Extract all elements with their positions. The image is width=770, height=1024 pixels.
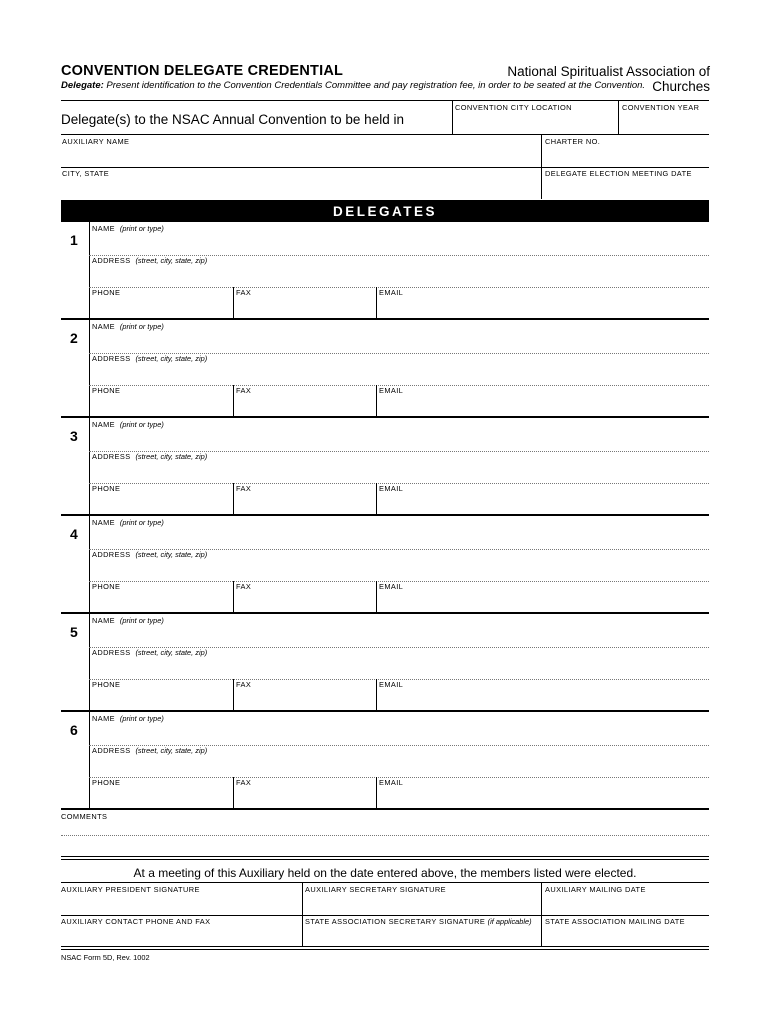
divider (89, 222, 90, 318)
address-hint: (street, city, state, zip) (135, 354, 208, 363)
address-label-text: ADDRESS (92, 452, 131, 461)
delegate-fax-field[interactable] (235, 298, 374, 316)
delegate-email-field[interactable] (378, 298, 709, 316)
convention-location-field[interactable] (400, 100, 452, 134)
state-secretary-signature-field[interactable] (304, 927, 539, 946)
delegate-fax-field[interactable] (235, 788, 374, 806)
delegate-separator (61, 416, 709, 418)
address-hint: (street, city, state, zip) (135, 452, 208, 461)
address-hint: (street, city, state, zip) (135, 648, 208, 657)
state-mailing-date-label: STATE ASSOCIATION MAILING DATE (545, 917, 685, 926)
auxiliary-name-field[interactable] (61, 147, 539, 166)
secretary-signature-field[interactable] (304, 895, 539, 914)
address-label-text: ADDRESS (92, 354, 131, 363)
fax-label: FAX (236, 778, 252, 787)
delegate-email-field[interactable] (378, 788, 709, 806)
divider (233, 483, 234, 514)
delegate-email-field[interactable] (378, 690, 709, 708)
address-label (92, 550, 207, 559)
email-label: EMAIL (379, 386, 404, 395)
delegate-phone-field[interactable] (91, 592, 231, 610)
fax-label: FAX (236, 582, 252, 591)
name-label-text: NAME (92, 224, 115, 233)
name-hint: (print or type) (119, 616, 164, 625)
delegates-to-convention-label: Delegate(s) to the NSAC Annual Convention to be held in (61, 112, 404, 127)
elected-statement: At a meeting of this Auxiliary held on the date entered above, the members listed were elected. (133, 866, 637, 880)
delegate-fax-field[interactable] (235, 690, 374, 708)
name-hint: (print or type) (119, 714, 164, 723)
name-label-text: NAME (92, 518, 115, 527)
address-hint: (street, city, state, zip) (135, 550, 208, 559)
state-secretary-signature-label (305, 917, 532, 926)
divider (233, 679, 234, 710)
delegate-phone-field[interactable] (91, 788, 231, 806)
delegate-number: 3 (70, 428, 78, 444)
divider (376, 483, 377, 514)
form-title: CONVENTION DELEGATE CREDENTIAL (61, 63, 344, 79)
delegate-separator (61, 612, 709, 614)
president-signature-label: AUXILIARY PRESIDENT SIGNATURE (61, 885, 200, 894)
name-hint: (print or type) (119, 518, 164, 527)
delegate-name-field[interactable] (91, 234, 709, 254)
divider (61, 946, 709, 947)
auxiliary-name-label: AUXILIARY NAME (62, 137, 130, 146)
phone-label: PHONE (92, 386, 121, 395)
delegate-separator (61, 710, 709, 712)
delegate-election-meeting-date-label: DELEGATE ELECTION MEETING DATE (545, 169, 692, 178)
email-label: EMAIL (379, 484, 404, 493)
address-label-text: ADDRESS (92, 256, 131, 265)
name-label (92, 224, 164, 233)
address-label (92, 354, 207, 363)
divider (376, 777, 377, 808)
phone-label: PHONE (92, 484, 121, 493)
divider (618, 101, 619, 134)
delegate-email-field[interactable] (378, 592, 709, 610)
form-number: NSAC Form 5D, Rev. 1002 (61, 953, 150, 962)
address-label-text: ADDRESS (92, 550, 131, 559)
auxiliary-mailing-date-label: AUXILIARY MAILING DATE (545, 885, 646, 894)
name-label (92, 420, 164, 429)
state-secretary-hint: (if applicable) (487, 917, 532, 926)
delegate-email-field[interactable] (378, 396, 709, 414)
delegate-separator (61, 808, 709, 810)
divider (233, 581, 234, 612)
divider (61, 915, 709, 916)
divider (89, 712, 90, 808)
delegate-separator (61, 514, 709, 516)
delegate-address-field[interactable] (91, 462, 709, 482)
address-hint: (street, city, state, zip) (135, 746, 208, 755)
fax-label: FAX (236, 386, 252, 395)
delegate-phone-field[interactable] (91, 298, 231, 316)
delegate-email-field[interactable] (378, 494, 709, 512)
secretary-signature-label: AUXILIARY SECRETARY SIGNATURE (305, 885, 446, 894)
name-label (92, 518, 164, 527)
divider (89, 320, 90, 416)
comments-field[interactable] (61, 822, 709, 856)
delegate-name-field[interactable] (91, 626, 709, 646)
address-label-text: ADDRESS (92, 648, 131, 657)
divider (233, 385, 234, 416)
comments-label: COMMENTS (61, 812, 108, 821)
convention-city-location-field[interactable] (455, 112, 615, 133)
divider (61, 882, 709, 883)
delegate-number: 6 (70, 722, 78, 738)
delegate-address-field[interactable] (91, 364, 709, 384)
address-label-text: ADDRESS (92, 746, 131, 755)
address-label (92, 648, 207, 657)
delegate-address-field[interactable] (91, 658, 709, 678)
contact-phone-fax-field[interactable] (61, 927, 300, 946)
phone-label: PHONE (92, 680, 121, 689)
comments-line (61, 835, 709, 836)
convention-city-location-label: CONVENTION CITY LOCATION (455, 103, 572, 112)
divider (233, 287, 234, 318)
delegate-separator (61, 318, 709, 320)
delegate-name-field[interactable] (91, 528, 709, 548)
divider (376, 679, 377, 710)
instruction-line (61, 80, 645, 91)
address-label (92, 256, 207, 265)
fax-label: FAX (236, 484, 252, 493)
delegate-fax-field[interactable] (235, 592, 374, 610)
phone-label: PHONE (92, 288, 121, 297)
phone-label: PHONE (92, 778, 121, 787)
divider (89, 614, 90, 710)
charter-no-field[interactable] (543, 147, 709, 166)
instruction-text: Present identification to the Convention Credentials Committee and pay registration fee, in order to be seated at the Convention. (106, 80, 646, 91)
delegates-heading: DELEGATES (61, 200, 709, 222)
name-hint: (print or type) (119, 322, 164, 331)
fax-label: FAX (236, 288, 252, 297)
delegate-number: 5 (70, 624, 78, 640)
divider (452, 101, 453, 134)
delegate-name-field[interactable] (91, 724, 709, 744)
instruction-label: Delegate: (61, 80, 104, 91)
name-label (92, 322, 164, 331)
divider (61, 167, 709, 168)
delegate-number: 4 (70, 526, 78, 542)
name-label-text: NAME (92, 420, 115, 429)
delegate-fax-field[interactable] (235, 494, 374, 512)
name-label (92, 714, 164, 723)
charter-no-label: CHARTER NO. (545, 137, 601, 146)
delegate-number: 1 (70, 232, 78, 248)
delegate-address-field[interactable] (91, 266, 709, 286)
delegate-phone-field[interactable] (91, 396, 231, 414)
state-mailing-date-field[interactable] (543, 927, 709, 946)
name-label (92, 616, 164, 625)
election-meeting-date-field[interactable] (543, 179, 709, 198)
delegate-phone-field[interactable] (91, 690, 231, 708)
divider (61, 134, 709, 135)
email-label: EMAIL (379, 680, 404, 689)
city-state-field[interactable] (61, 179, 539, 198)
name-label-text: NAME (92, 322, 115, 331)
fax-label: FAX (236, 680, 252, 689)
convention-year-field[interactable] (621, 112, 709, 133)
delegate-fax-field[interactable] (235, 396, 374, 414)
state-secretary-signature-text: STATE ASSOCIATION SECRETARY SIGNATURE (305, 917, 486, 926)
name-label-text: NAME (92, 714, 115, 723)
divider (233, 777, 234, 808)
delegate-number: 2 (70, 330, 78, 346)
divider (61, 100, 709, 101)
delegate-address-field[interactable] (91, 560, 709, 580)
city-state-label: CITY, STATE (62, 169, 110, 178)
address-hint: (street, city, state, zip) (135, 256, 208, 265)
divider (376, 385, 377, 416)
divider (61, 859, 709, 860)
divider (376, 287, 377, 318)
divider (89, 418, 90, 514)
email-label: EMAIL (379, 582, 404, 591)
organization-name: National Spiritualist Association of Churches (507, 64, 710, 94)
email-label: EMAIL (379, 288, 404, 297)
address-label (92, 746, 207, 755)
president-signature-field[interactable] (61, 895, 300, 914)
divider (376, 581, 377, 612)
delegate-name-field[interactable] (91, 430, 709, 450)
email-label: EMAIL (379, 778, 404, 787)
name-hint: (print or type) (119, 224, 164, 233)
name-label-text: NAME (92, 616, 115, 625)
phone-label: PHONE (92, 582, 121, 591)
auxiliary-mailing-date-field[interactable] (543, 895, 709, 914)
divider (61, 949, 709, 950)
delegate-address-field[interactable] (91, 756, 709, 776)
contact-phone-fax-label: AUXILIARY CONTACT PHONE AND FAX (61, 917, 211, 926)
divider (89, 516, 90, 612)
address-label (92, 452, 207, 461)
divider (61, 856, 709, 857)
convention-year-label: CONVENTION YEAR (622, 103, 700, 112)
delegate-phone-field[interactable] (91, 494, 231, 512)
name-hint: (print or type) (119, 420, 164, 429)
delegate-name-field[interactable] (91, 332, 709, 352)
